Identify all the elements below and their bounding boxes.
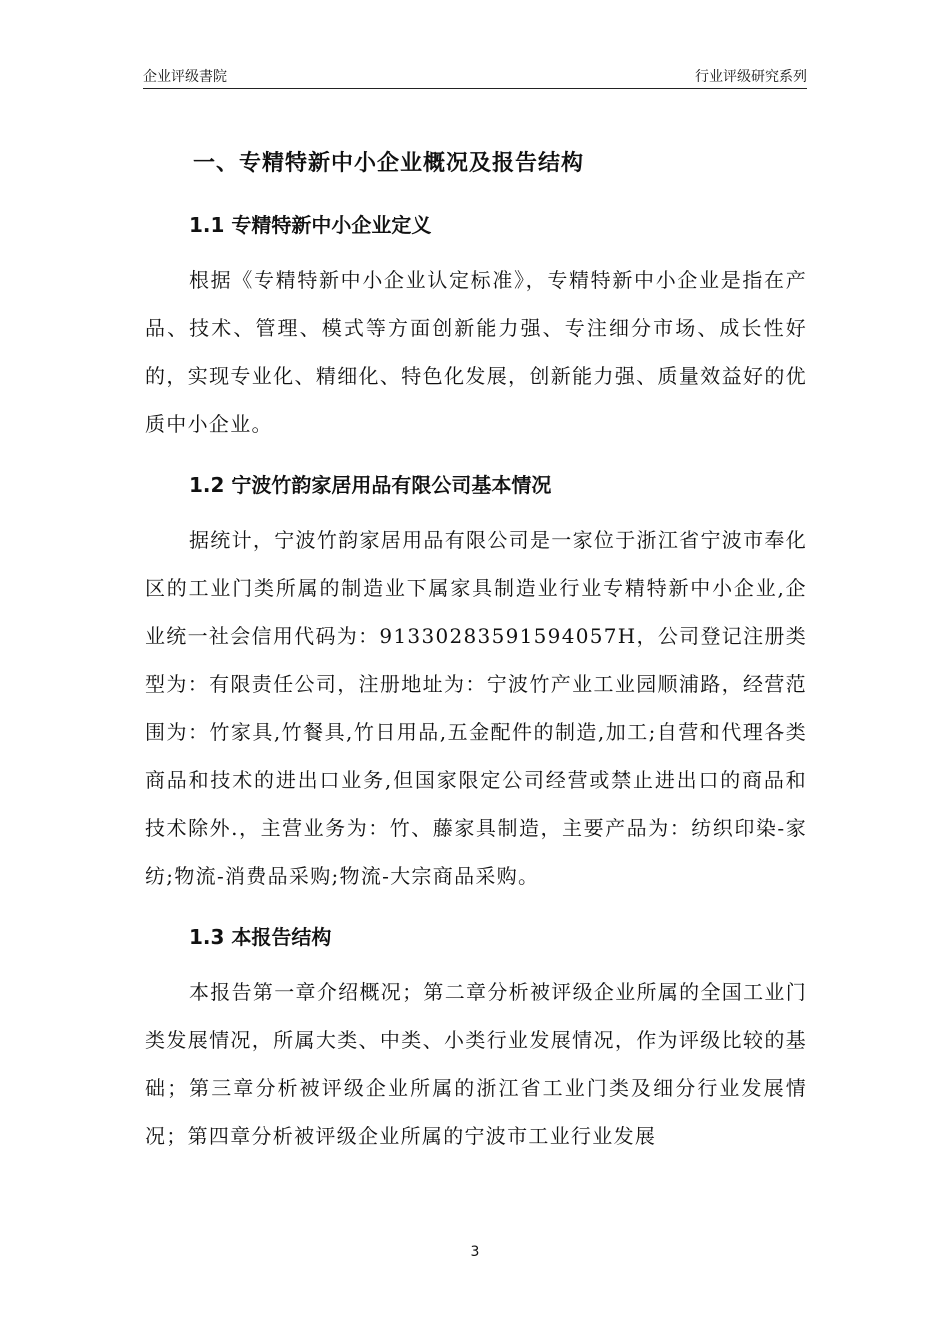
chapter-title: 一、专精特新中小企业概况及报告结构 (193, 151, 585, 176)
page-header (143, 68, 807, 89)
section-title-1-3: 1.3 本报告结构 (189, 925, 332, 949)
section-paragraph-1-2: 据统计，宁波竹韵家居用品有限公司是一家位于浙江省宁波市奉化区的工业门类所属的制造业下属家具制造业行业专精特新中小企业,企业统一社会信用代码为：91330283591594057H，公司登记注册类型为：有限责任公司，注册地址为：宁波竹产业工业园顺浦路，经营范围为：竹家具,竹餐具,竹日用品,五金配件的制造,加工;自营和代理各类商品和技术的进出口业务,但国家限定公司经营或禁止进出口的商品和技术除外.，主营业务为：竹、藤家具制造，主要产品为：纺织印染-家纺;物流-消费品采购;物流-大宗商品采购。 (145, 528, 807, 888)
section-paragraph-1-3: 本报告第一章介绍概况；第二章分析被评级企业所属的全国工业门类发展情况，所属大类、中类、小类行业发展情况，作为评级比较的基础；第三章分析被评级企业所属的浙江省工业门类及细分行业发展情况；第四章分析被评级企业所属的宁波市工业行业发展 (145, 980, 807, 1148)
section-title-1-1: 1.1 专精特新中小企业定义 (189, 213, 432, 237)
section-title-1-2: 1.2 宁波竹韵家居用品有限公司基本情况 (189, 473, 552, 497)
section-paragraph-1-1: 根据《专精特新中小企业认定标准》，专精特新中小企业是指在产品、技术、管理、模式等方面创新能力强、专注细分市场、成长性好的，实现专业化、精细化、特色化发展，创新能力强、质量效益好的优质中小企业。 (145, 268, 807, 436)
document-body (145, 140, 807, 1160)
page-number: 3 (470, 1244, 480, 1260)
header-series: 行业评级研究系列 (695, 69, 807, 85)
header-publisher: 企业评级書院 (143, 69, 227, 85)
